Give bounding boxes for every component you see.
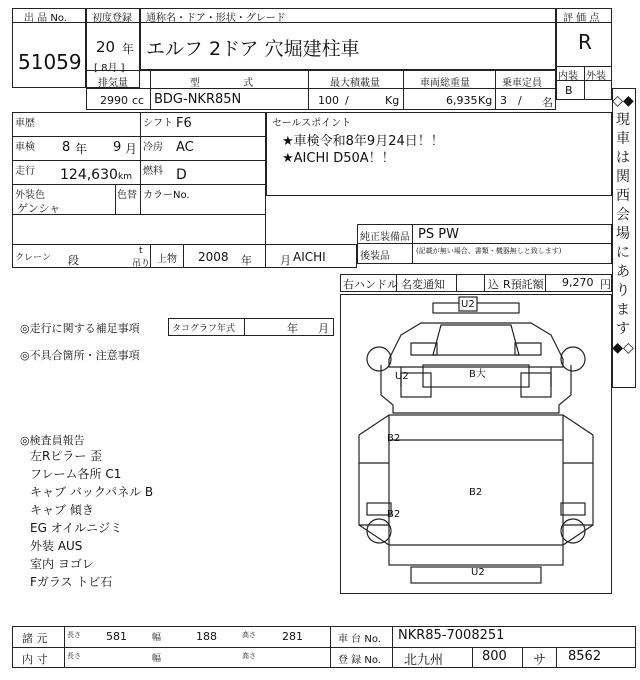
mileage-label: 走行	[15, 166, 35, 177]
crane-hang-label: 吊り	[132, 259, 151, 269]
recycle-label: R預託額	[503, 278, 544, 291]
color-change-label: 色替	[117, 190, 137, 201]
equipment-month-unit: 月	[280, 254, 291, 267]
inspection-label: 車検	[15, 142, 35, 153]
inspector-item: フレーム各所 C1	[30, 467, 122, 481]
inspector-item: Fガラス トビ石	[30, 575, 113, 589]
reg-number-label: 登 録 No.	[338, 655, 381, 666]
inspector-report-label: ◎検査員報告	[20, 434, 85, 447]
crane-label: クレーン	[15, 253, 51, 263]
ext-color-label: 外装色	[15, 190, 45, 201]
length-value: 581	[106, 630, 127, 643]
max-load-slash: /	[345, 94, 349, 107]
tachograph-month-unit: 月	[318, 322, 329, 335]
inner-length-label: 長さ	[67, 652, 81, 660]
damage-mark: B大	[469, 369, 486, 380]
defects-label: ◎不具合箇所・注意事項	[20, 349, 140, 362]
gross-weight-unit: Kg	[478, 94, 493, 107]
tachograph-label: タコグラフ年式	[172, 324, 236, 334]
inner-height-label: 高さ	[242, 652, 256, 660]
right-hand-drive: 右ハンドル	[343, 278, 398, 291]
chassis-label: 車 台 No.	[338, 634, 381, 645]
displacement-unit: cc	[132, 94, 145, 107]
shift-value: F6	[176, 116, 192, 131]
registration-label: 初度登録	[92, 13, 132, 24]
width-value: 188	[196, 630, 217, 643]
side-banner: ◇◆ 現車は関西会場にあります ◆◇	[612, 93, 634, 356]
inspector-item: 室内 ヨゴレ	[30, 557, 94, 571]
inspection-year: 8	[62, 140, 71, 155]
capacity-unit: 名	[542, 96, 553, 109]
height-label: 高さ	[242, 631, 256, 639]
damage-mark: U2	[461, 299, 475, 310]
inspection-year-unit: 年	[75, 142, 88, 156]
ac-value: AC	[176, 140, 194, 155]
running-notes-label: ◎走行に関する補足事項	[20, 322, 140, 335]
inspector-item: キャブ バックパネル B	[30, 485, 154, 499]
truck-diagram	[340, 294, 612, 594]
equipment-label: 上物	[157, 254, 177, 265]
plate-kana: サ	[533, 653, 547, 668]
inspector-item: EG オイルニジミ	[30, 521, 123, 535]
fuel-label: 燃料	[143, 166, 163, 177]
model-type-value: BDG-NKR85N	[154, 92, 242, 107]
name-change-label: 名変通知	[401, 278, 445, 291]
inner-width-label: 幅	[152, 654, 162, 664]
truck-diagram-svg	[341, 295, 611, 593]
genuine-equipment-value: PS PW	[418, 227, 459, 242]
grade-value: R	[578, 30, 592, 54]
inspector-item: 左Rピラー 歪	[30, 449, 103, 463]
mileage-unit: km	[118, 172, 132, 182]
crane-tonnage-unit: t	[139, 246, 143, 256]
color-no-label: カラーNo.	[143, 190, 190, 201]
width-label: 幅	[152, 633, 162, 643]
model-header: 通称名・ドア・形状・グレード	[146, 13, 286, 24]
plate-class: 800	[482, 649, 507, 664]
interior-grade: B	[565, 84, 573, 97]
inspector-item: 外装 AUS	[30, 539, 83, 553]
aftermarket-note: (記載が無い場合、書類・機器無しと致します)	[416, 247, 562, 255]
shift-label: シフト	[143, 118, 173, 129]
displacement-value: 2990	[100, 94, 128, 107]
grade-label: 評 価 点	[563, 13, 600, 24]
recycle-value: 9,270	[562, 276, 594, 289]
capacity-value: 3	[500, 94, 507, 107]
equipment-year: 2008	[198, 250, 229, 264]
interior-label: 内装	[558, 71, 578, 82]
fuel-value: D	[176, 167, 187, 183]
tachograph-year-unit: 年	[287, 322, 298, 335]
lot-number: 51059	[18, 50, 82, 74]
inspection-month: 9	[113, 140, 122, 155]
model-type-label: 型 式	[190, 78, 254, 89]
dims-label: 諸 元	[22, 632, 48, 645]
recycle-unit: 円	[600, 278, 611, 291]
crane-steps: 段	[68, 254, 79, 267]
sales-point-line-1: ★車検令和8年9月24日！！	[282, 134, 444, 149]
length-label: 長さ	[67, 631, 81, 639]
damage-mark: B2	[387, 509, 401, 520]
recycle-included: 込	[488, 278, 499, 291]
inner-dims-label: 内 寸	[22, 653, 48, 666]
registration-month: [ 8月 ]	[94, 63, 125, 74]
registration-year-unit: 年	[122, 42, 135, 56]
max-load-unit: Kg	[385, 94, 400, 107]
lot-label: 出 品 No.	[24, 13, 67, 24]
gross-weight-value: 6,935	[446, 94, 478, 107]
mileage-value: 124,630	[60, 167, 118, 183]
genuine-equipment-label: 純正装備品	[360, 232, 410, 243]
capacity-slash: /	[518, 94, 522, 107]
damage-mark: B2	[469, 487, 483, 498]
capacity-label: 乗車定員	[502, 78, 542, 89]
damage-mark: B2	[387, 433, 401, 444]
inspector-item: キャブ 傾き	[30, 503, 94, 517]
equipment-maker: AICHI	[293, 250, 326, 264]
history-label: 車歴	[15, 118, 35, 129]
registration-year: 20	[96, 38, 116, 56]
exterior-label: 外装	[586, 71, 606, 82]
aftermarket-label: 後装品	[360, 251, 390, 262]
max-load-value: 100	[318, 94, 339, 107]
plate-area: 北九州	[404, 653, 444, 668]
damage-mark: U2	[471, 567, 485, 578]
displacement-label: 排気量	[98, 78, 128, 89]
max-load-label: 最大積載量	[330, 78, 380, 89]
ext-color-value: ゲンシャ	[17, 202, 61, 215]
plate-number: 8562	[568, 649, 602, 664]
model-name: エルフ 2ドア 穴堀建柱車	[146, 38, 360, 60]
sales-point-label: セールスポイント	[272, 118, 352, 129]
chassis-value: NKR85-7008251	[398, 628, 505, 643]
damage-mark: U2	[395, 371, 409, 382]
height-value: 281	[282, 630, 303, 643]
inspection-month-unit: 月	[125, 142, 138, 156]
sales-point-line-2: ★AICHI D50A！！	[282, 151, 395, 166]
gross-weight-label: 車両総重量	[420, 78, 470, 89]
equipment-year-unit: 年	[241, 254, 252, 267]
ac-label: 冷房	[143, 142, 163, 153]
